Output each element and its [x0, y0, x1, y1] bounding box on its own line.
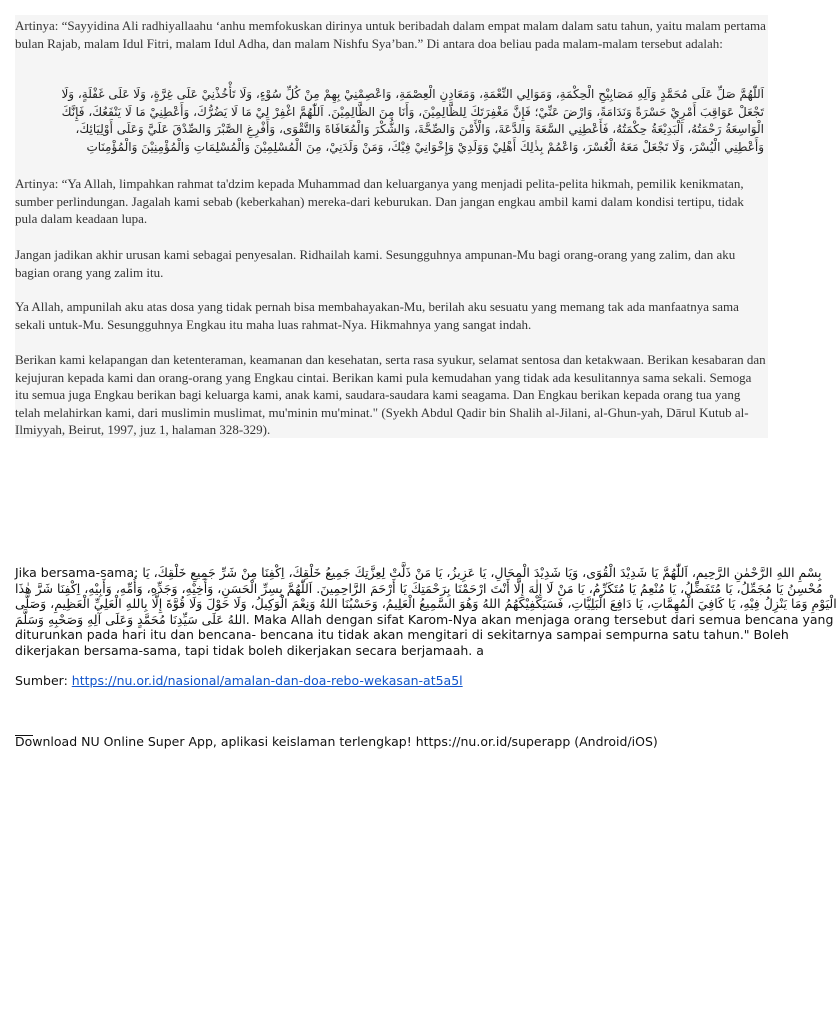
source-line [15, 673, 768, 689]
joint-reading-arabic: الْيَوْمِ وَمَا يَنْزِلُ فِيْهِ، يَا كَافِيَ الْمُهِمَّاتِ، يَا دَافِعَ الْبَلِيَّاتِ، فَسَيَكْفِيْكَهُمُ اللهُ وَهُوَ السَّمِيعُ الْعَلِيمُ، وَحَسْبُنَا اللهُ وَنِعْمَ الْوَكِيلُ، وَلَا حَوْلَ وَلَا قُوَّةَ إِلَّا بِاللهِ الْعَلِيِّ الْعَظِيمِ، وَصَلَّى [15, 596, 837, 611]
arabic-prayer-line: تَجْعَلْ عَوَاقِبَ أَمْرِيْ حَسْرَةً وَنَدَامَةً، وَارْضَ عَنِّيْ؛ فَإِنَّ مَغْفِرَتَكَ لِلظَّالِمِيْنَ، وَأَنَا مِنَ الظَّالِمِيْنَ. اَللّٰهُمَّ اغْفِرْ لِيْ مَا لَا يَضُرُّكَ، وَأَعْطِنِيْ مَا لَا يَنْفَعُكَ، فَإِنَّكَ [61, 104, 764, 119]
joint-reading-line [15, 643, 768, 659]
joint-reading-line [15, 627, 789, 643]
joint-reading-text: dikerjakan bersama-sama, tapi tidak boleh dikerjakan secara berjamaah. a [15, 642, 484, 658]
translation-paragraph: Ya Allah, ampunilah aku atas dosa yang tidak pernah bisa membahayakan-Mu, berilah aku sesuatu yang memang tak ada manfaatnya sama sekali untuk-Mu. Sesungguhnya Engkau itu maha luas rahmat-Nya. Hikmahnya yang sangat indah. [15, 299, 739, 332]
joint-reading-paragraph [15, 565, 837, 658]
joint-reading-arabic: اللهُ عَلَى سَيِّدِنَا مُحَمَّدٍ وَعَلَى آلِهِ وَصَحْبِهِ وَسَلَّمَ [15, 611, 246, 627]
joint-reading-line [15, 565, 822, 581]
arabic-prayer-line: وَأَعْطِنِي الْيُسْرَ، وَلَا تَجْعَلْ مَعَهُ الْعُسْرَ، وَاعْمُمْ بِذٰلِكَ أَهْلِيْ وَوَلَدِيْ وَإِخْوَانِيْ فِيْكَ، وَمَنْ وَلَدَنِيْ، مِنَ الْمُسْلِمِيْنَ وَالْمُسْلِمَاتِ وَالْمُؤْمِنِيْنَ وَالْمُؤْمِنَاتِ [86, 139, 764, 154]
joint-reading-arabic: مُحْسِنُ يَا مُجَمِّلُ، يَا مُتَفَضِّلُ، يَا مُنْعِمُ يَا مُتَكَرِّمُ، يَا مَنْ لَا إِلٰهَ إِلَّا أَنْتَ ارْحَمْنَا بِرَحْمَتِكَ يَا أَرْحَمَ الرَّاحِمِينَ. اَللّٰهُمَّ بِسِرِّ الْحَسَنِ، وَأَخِيْهِ، وَجَدِّهِ، وَأُمِّهِ، وَأَبِيْهِ، اِكْفِنَا شَرَّ هٰذَا [15, 580, 823, 596]
download-promo: Download NU Online Super App, aplikasi keislaman terlengkap! https://nu.or.id/superapp (Android/iOS) [15, 734, 658, 749]
intro-paragraph: Artinya: “Sayyidina Ali radhiyallaahu ‘anhu memfokuskan dirinya untuk beribadah dalam empat malam dalam satu tahun, yaitu malam pertama bulan Rajab, malam Idul Fitri, malam Idul Adha, dan malam Nishfu Sya’ban.” Di antara doa beliau pada malam-malam tersebut adalah: [15, 18, 766, 51]
joint-reading-line [15, 596, 837, 612]
source-label: Sumber: [15, 673, 68, 688]
joint-reading-text: . Maka Allah dengan sifat Karom-Nya akan menjaga orang tersebut dari semua bencana yang [245, 611, 834, 627]
translation-paragraph: Jangan jadikan akhir urusan kami sebagai penyesalan. Ridhailah kami. Sesungguhnya ampunan-Mu bagi orang-orang yang zalim, dan aku bagian orang yang zalim itu. [15, 247, 736, 280]
joint-reading-prefix: Jika bersama-sama: [15, 565, 139, 580]
source-link[interactable]: https://nu.or.id/nasional/amalan-dan-doa-rebo-wekasan-at5a5l [71, 673, 463, 688]
arabic-prayer-line: اَللّٰهُمَّ صَلِّ عَلَى مُحَمَّدٍ وَآلِهِ مَصَابِيْحِ الْحِكْمَةِ، وَمَوَالِي النِّعْمَةِ، وَمَعَادِنِ الْعِصْمَةِ، وَاعْصِمْنِيْ بِهِمْ مِنْ كُلِّ سُوْءٍ، وَلَا تَأْخُذْنِيْ عَلَى غِرَّةٍ، وَلَا عَلَى غَفْلَةٍ، وَلَا [61, 87, 764, 101]
translation-paragraph: Berikan kami kelapangan dan ketenteraman, keamanan dan kesehatan, serta rasa syukur, selamat sentosa dan ketakwaan. Berikan kesabaran dan kejujuran kepada kami dan orang-orang yang Engkau cintai. Berikan kami pula kemudahan yang tidak ada kesulitannya sama sekali. Semoga itu semua juga Engkau berikan bagi keluarga kami, anak kami, saudara-saudara kami seagama. Dan Engkau berikan kepada orang tua yang telah melahirkan kami, dari muslimin muslimat, mu'minin mu'minat." (Syekh Abdul Qadir bin Shalih al-Jilani, al-Ghun-yah, Dārul Kutub al-Ilmiyyah, Beirut, 1997, juz 1, halaman 328-329). [15, 352, 766, 438]
arabic-prayer-line: الْوَاسِعَةُ رَحْمَتُهُ، اَلْبَدِيْعَةُ حِكْمَتُهُ، فَأَعْطِنِي السَّعَةَ وَالدَّعَةَ، وَالْأَمْنَ وَالصِّحَّةَ، وَالشُّكْرَ وَالْمُعَافَاةَ وَالتَّقْوَى، وَأَفْرِغِ الصَّبْرَ وَالصِّدْقَ عَلَيَّ وَعَلَى أَوْلِيَائِكَ، [75, 122, 764, 136]
arabic-prayer [34, 86, 764, 156]
joint-reading-line [15, 611, 834, 628]
joint-reading-text: diturunkan pada hari itu dan bencana- bencana itu tidak akan mengitari di sekitarnya sampai sempurna satu tahun." Boleh [15, 627, 789, 642]
translation-paragraph: Artinya: “Ya Allah, limpahkan rahmat ta'dzim kepada Muhammad dan keluarganya yang menjadi pelita-pelita hikmah, pemilik kenikmatan, sumber perlindungan. Jagalah kami sebab (keberkahan) mereka-dari keburukan. Dan jangan engkau ambil kami dalam kondisi tertipu, tidak pula dalam keadaan lupa. [15, 176, 744, 227]
joint-reading-line [15, 580, 823, 597]
joint-reading-arabic: بِسْمِ اللهِ الرَّحْمٰنِ الرَّحِيمِ، اَللّٰهُمَّ يَا شَدِيْدَ الْقُوَى، وَيَا شَدِيْدَ الْمِحَالِ، يَا عَزِيزُ، يَا مَنْ ذَلَّتْ لِعِزَّتِكَ جَمِيعُ خَلْقِكَ، اِكْفِنَا مِنْ شَرِّ جَمِيعِ خَلْقِكَ، يَا [142, 565, 822, 580]
